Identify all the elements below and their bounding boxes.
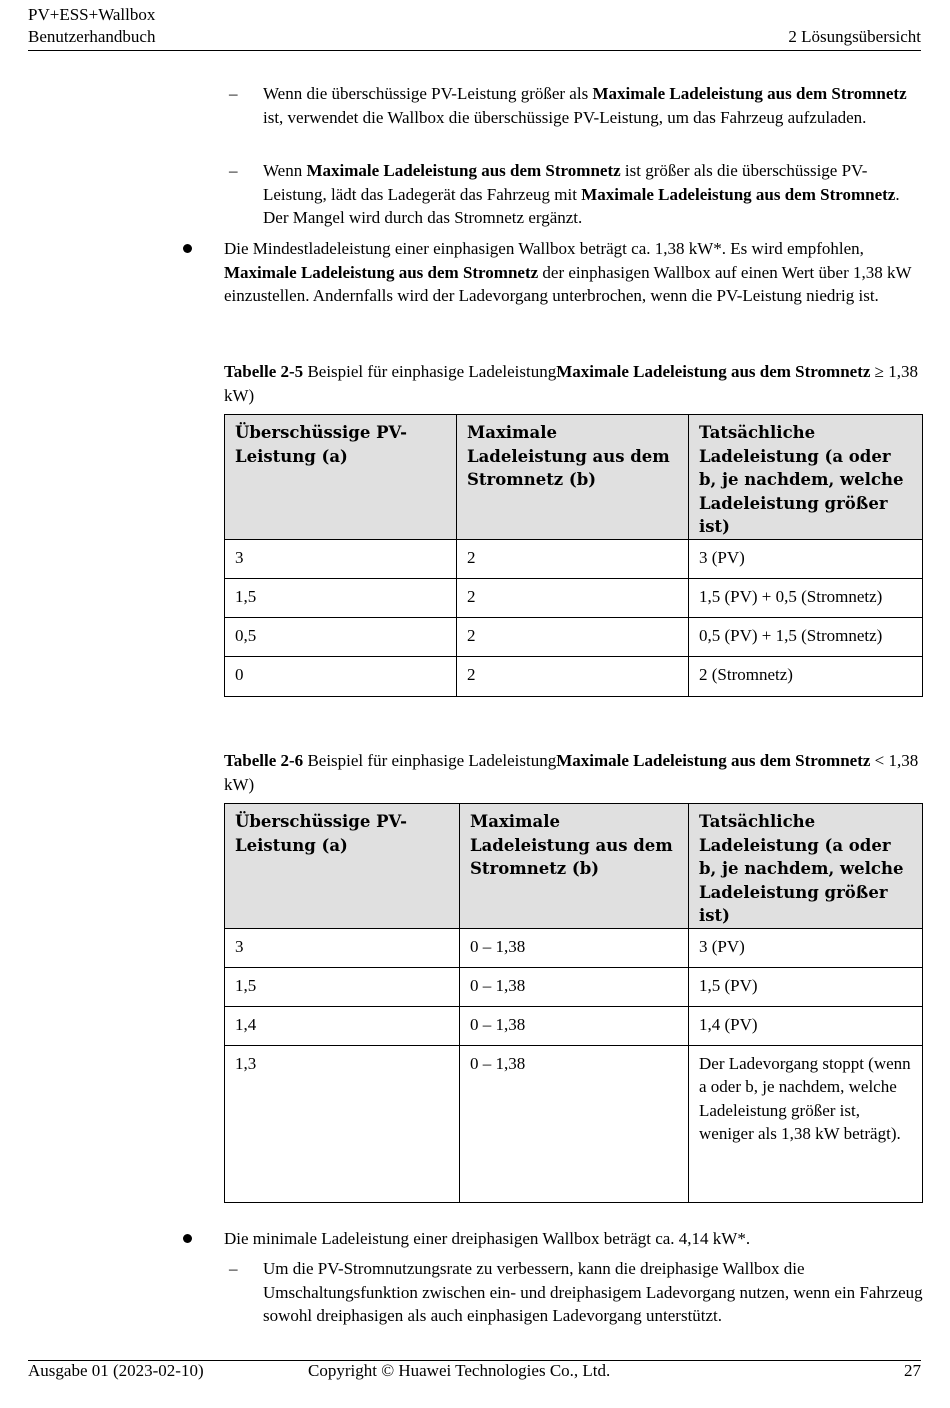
table-cell: 3 (PV)	[689, 539, 923, 578]
bullet-dot	[183, 1234, 192, 1243]
table1-header-cell: Maximale Ladeleistung aus dem Stromnetz (b)	[457, 415, 689, 540]
table2-header-cell: Maximale Ladeleistung aus dem Stromnetz (b)	[460, 804, 689, 929]
table-cell: 1,4	[225, 1006, 460, 1045]
table-cell: 0	[225, 656, 457, 696]
table-cell: 0 – 1,38	[460, 1006, 689, 1045]
dash2-bold-1: Maximale Ladeleistung aus dem Stromnetz	[306, 161, 621, 180]
table1-header-cell: Überschüssige PV-Leistung (a)	[225, 415, 457, 540]
table-cell: 0 – 1,38	[460, 928, 689, 967]
table-cell: 1,5 (PV) + 0,5 (Stromnetz)	[689, 578, 923, 617]
bullet2-text: Die minimale Ladeleistung einer dreiphasigen Wallbox beträgt ca. 4,14 kW*.	[224, 1229, 751, 1248]
table-cell: 0 – 1,38	[460, 1045, 689, 1202]
dash1-bold-1: Maximale Ladeleistung aus dem Stromnetz	[592, 84, 907, 103]
table-row	[225, 539, 923, 578]
footer-copyright: Copyright © Huawei Technologies Co., Ltd.	[308, 1361, 611, 1380]
dash2-text-2: ist größer als die überschüssige PV-Leistung, lädt das Ladegerät das Fahrzeug mit	[263, 161, 868, 204]
table-cell: 0,5	[225, 617, 457, 656]
dash2-text-3: . Der Mangel wird durch das Stromnetz ergänzt.	[263, 184, 900, 227]
table-cell: 2	[457, 656, 689, 696]
dash-item-2	[229, 159, 923, 230]
footer-edition: Ausgabe 01 (2023-02-10)	[28, 1361, 204, 1380]
table-row	[225, 617, 923, 656]
footer-page-number: 27	[904, 1361, 921, 1380]
table1-header-row	[225, 415, 923, 540]
bullet-dot	[183, 244, 192, 253]
table2-caption	[224, 749, 922, 796]
table-cell: 2	[457, 539, 689, 578]
bullet1-bold-1: Maximale Ladeleistung aus dem Stromnetz	[224, 262, 539, 282]
table2-caption-tail: < 1,38 kW)	[224, 751, 919, 794]
table1-caption-label: Tabelle 2-5	[224, 362, 304, 381]
table2-caption-label: Tabelle 2-6	[224, 751, 304, 770]
page-header-title	[28, 4, 155, 48]
table-row	[225, 578, 923, 617]
table-row	[225, 1045, 923, 1202]
table1-caption-text: Beispiel für einphasige Ladeleistung	[303, 362, 557, 381]
table-cell: 0,5 (PV) + 1,5 (Stromnetz)	[689, 617, 923, 656]
table-cell: 2	[457, 617, 689, 656]
dash-marker: –	[229, 1259, 238, 1278]
table2-header-row	[225, 804, 923, 929]
dash3-text: Um die PV-Stromnutzungsrate zu verbessern, kann die dreiphasige Wallbox die Umschaltungsfunktion zwischen ein- und dreiphasigem Ladevorgang nutzen, wenn ein Fahrzeug sowohl dreiphasigen als auch einphasigen Ladevorgang unterstützt.	[263, 1259, 923, 1325]
table1-header-cell: Tatsächliche Ladeleistung (a oder b, je nachdem, welche Ladeleistung größer ist)	[689, 415, 923, 540]
table-2	[224, 803, 923, 1203]
dash2-text-1: Wenn	[263, 161, 307, 180]
table-cell: 0 – 1,38	[460, 967, 689, 1006]
table-cell: Der Ladevorgang stoppt (wenn a oder b, je nachdem, welche Ladeleistung größer ist, weniger als 1,38 kW beträgt).	[689, 1045, 923, 1202]
header-divider	[28, 50, 921, 51]
header-manual: Benutzerhandbuch	[28, 27, 156, 46]
table-cell: 2 (Stromnetz)	[689, 656, 923, 696]
bullet1-text-2: der einphasigen Wallbox auf einen Wert über 1,38 kW einzustellen. Andernfalls wird der Ladevorgang unterbrochen, wenn die PV-Leistung niedrig ist.	[224, 262, 912, 305]
table1-caption	[224, 360, 922, 407]
dash-marker: –	[229, 84, 238, 103]
table-cell: 1,3	[225, 1045, 460, 1202]
dash1-text-2: ist, verwendet die Wallbox die überschüssige PV-Leistung, um das Fahrzeug aufzuladen.	[263, 107, 867, 127]
table-cell: 1,5	[225, 967, 460, 1006]
table-cell: 3	[225, 928, 460, 967]
table-1	[224, 414, 923, 697]
table-cell: 3 (PV)	[689, 928, 923, 967]
table2-header-cell: Überschüssige PV-Leistung (a)	[225, 804, 460, 929]
table-cell: 1,5	[225, 578, 457, 617]
table-cell: 1,4 (PV)	[689, 1006, 923, 1045]
table2-caption-bold: Maximale Ladeleistung aus dem Stromnetz	[556, 751, 871, 770]
header-product: PV+ESS+Wallbox	[28, 5, 156, 24]
table1-caption-tail: ≥ 1,38 kW)	[224, 362, 918, 405]
table-cell: 3	[225, 539, 457, 578]
table-row	[225, 967, 923, 1006]
dash-item-1	[229, 82, 923, 129]
dash-marker: –	[229, 161, 238, 180]
table2-header-cell: Tatsächliche Ladeleistung (a oder b, je nachdem, welche Ladeleistung größer ist)	[689, 804, 923, 929]
dash1-text-1: Wenn die überschüssige PV-Leistung größer als	[263, 84, 593, 103]
table-cell: 2	[457, 578, 689, 617]
bullet1-text-1: Die Mindestladeleistung einer einphasigen Wallbox beträgt ca. 1,38 kW*. Es wird empfohlen,	[224, 239, 864, 258]
table1-caption-bold: Maximale Ladeleistung aus dem Stromnetz	[556, 362, 871, 381]
dash-item-3	[229, 1257, 923, 1328]
bullet-item-2	[224, 1227, 922, 1251]
table-cell: 1,5 (PV)	[689, 967, 923, 1006]
table-row	[225, 928, 923, 967]
bullet-item-1	[224, 237, 922, 308]
table2-caption-text: Beispiel für einphasige Ladeleistung	[303, 751, 557, 770]
header-chapter: 2 Lösungsübersicht	[788, 27, 921, 46]
dash2-bold-2: Maximale Ladeleistung aus dem Stromnetz	[581, 184, 896, 204]
table-row	[225, 1006, 923, 1045]
table-row	[225, 656, 923, 696]
